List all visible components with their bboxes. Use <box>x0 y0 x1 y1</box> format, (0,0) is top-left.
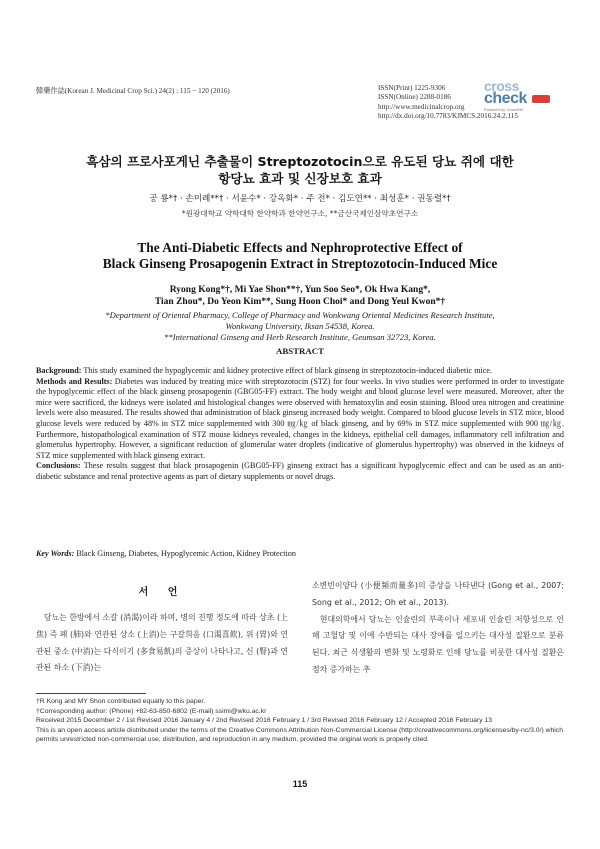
issn-print: ISSN(Print) 1225-9306 <box>378 84 446 92</box>
footnotes <box>36 697 564 745</box>
keywords-label: Key Words: <box>36 549 75 558</box>
korean-title-line1: 흑삼의 프로사포게닌 추출물이 Streptozotocin으로 유도된 당뇨 쥐에 대한 <box>86 154 514 169</box>
journal-url[interactable]: http://www.medicinalcrop.org <box>378 102 465 111</box>
crossmark-top-text: cross <box>484 78 519 94</box>
abstract-background: Background: This study examined the hypoglycemic and kidney protective effect of black ginseng in streptozotocin-induced diabetic mice. <box>36 366 493 375</box>
english-affiliation-line1: *Department of Oriental Pharmacy, College of Pharmacy and Wonkwang Oriental Medicines Research Institute, <box>105 310 495 320</box>
abstract-heading: ABSTRACT <box>276 346 324 356</box>
korean-affiliation: *원광대학교 약학대학 한약학과 한약연구소, **금산국제인삼약초연구소 <box>181 209 419 218</box>
keywords-text: Black Ginseng, Diabetes, Hypoglycemic Action, Kidney Protection <box>74 549 296 558</box>
doi-link[interactable]: http://dx.doi.org/10.7783/KJMCS.2016.24.2.115 <box>378 112 518 121</box>
footnote-divider <box>36 693 146 694</box>
footnote-license: This is an open access article distributed under the terms of the Creative Commons Attribution Non-Commercial License (http://creativecommons.org/licenses/by-nc/3.0/) which permits unrestricted non-commercial use, distribution, and reproduction in any medium, provided the original work is properly cited. <box>36 726 563 744</box>
footnote-received: Received 2015 December 2 / 1st Revised 2016 January 4 / 2nd Revised 2016 February 1 / 3rd Revised 2016 February 12 / Accepted 2016 February 13 <box>36 717 493 725</box>
crossmark-bottom-text: check <box>484 90 527 107</box>
body-right-paragraph-2: 현대의학에서 당뇨는 인슐린의 부족이나 세포내 인슐린 저항성으로 인해 고혈당 및 이에 수반되는 대사 장애를 일으키는 대사성 질환으로 분류된다. 최근 식생활의 변화 및 노령화로 인해 당뇨를 비롯한 대사성 질환은 점차 증가하는 추 <box>312 614 564 674</box>
crossmark-sub-text: Powered by CrossRef <box>484 107 523 112</box>
footnote-corresponding: †Corresponding author: (Phone) +82-63-850-6802 (E-mail) ssimi@wku.ac.kr <box>36 707 267 715</box>
journal-citation: 韓藥作誌(Korean J. Medicinal Crop Sci.) 24(2) : 115 − 120 (2016) <box>36 87 230 95</box>
korean-title-line2: 항당뇨 효과 및 신장보호 효과 <box>218 171 382 186</box>
english-title-line1: The Anti-Diabetic Effects and Nephroprotective Effect of <box>137 240 463 255</box>
english-title-line2: Black Ginseng Prosapogenin Extract in Streptozotocin-Induced Mice <box>102 256 498 271</box>
crossmark-logo[interactable] <box>484 78 554 112</box>
section-heading-introduction: 서 언 <box>138 587 186 598</box>
keywords <box>36 549 296 558</box>
footnote-equal-contribution: †R Kong and MY Shon contributed equally to this paper. <box>36 698 206 705</box>
crossmark-badge-icon <box>532 95 550 103</box>
english-affiliation-line3: **International Ginseng and Herb Research Institute, Geumsan 32723, Korea. <box>164 332 436 342</box>
body-right-column <box>312 578 564 679</box>
body-left-paragraph: 당뇨는 한방에서 소갈 (消渴)이라 하며, 병의 진행 정도에 따라 상초 (上焦) 즉 폐 (肺)와 연관된 상소 (上消)는 구갈희음 (口渴喜飮), 위 (胃)와 연관된 중소 (中消)는 다식이기 (多食易飢)의 증상이 나타나고, 신 (腎)과 연관된 하소 (下消)는 <box>36 613 288 673</box>
issn-online: ISSN(Online) 2288-0186 <box>378 93 451 102</box>
english-affiliation-line2: Wonkwang University, Iksan 54538, Korea. <box>225 321 375 331</box>
body-right-paragraph-1: 소변빈이양다 (小便頻而量多)의 증상을 나타낸다 (Gong et al., 2007; Song et al., 2012; Oh et al., 2013). <box>312 581 564 607</box>
english-authors-line1: Ryong Kong*†, Mi Yae Shon**†, Yun Soo Seo*, Ok Hwa Kang*, <box>169 285 431 295</box>
korean-authors: 공 룡*† · 손미례**† · 서윤수* · 강옥화* · 주 전* · 김도연** · 최성훈* · 권동렬*† <box>149 194 451 204</box>
abstract-methods: Methods and Results: Diabetes was induced by treating mice with streptozotocin (STZ) for four weeks. In vivo studies were performed in order to investigate the hypoglycemic effect of the black ginseng prosapogenin (GBG05-FF) extract. The body weight and blood glucose level were measured. Moreover, after the mice were sacrificed, the kidneys were isolated and histological changes were observed with hematoxylin and eosin staining. Blood urea nitrogen and creatinine levels were also measured. The results showed that administration of black ginseng increased body weight. Compared to blood glucose levels in STZ mice, blood glucose levels were reduced by 48% in STZ mice supplemented with 300 ㎎/㎏ of black ginseng, and by 69% in STZ mice supplemented with 900 ㎎/㎏. Furthermore, histopathological examination of STZ mouse kidneys revealed, changes in the kidneys, epithelial cell damages, inflammatory cell infiltration and glomerulus hypertrophy. However, a significant reduction of glomerular water droplets (indicative of glomerulus hypertrophy) was observed in the kidneys of STZ mice supplemented with black ginseng extract. <box>36 376 564 460</box>
abstract-body <box>36 366 564 483</box>
body-left-column <box>36 610 288 677</box>
english-authors-line2: Tian Zhou*, Do Yeon Kim**, Sung Hoon Choi* and Dong Yeul Kwon*† <box>154 297 446 307</box>
page-number: 115 <box>292 779 308 789</box>
abstract-conclusions: Conclusions: These results suggest that black prosapogenin (GBG05-FF) ginseng extract has a significant hypoglycemic effect and can be used as an anti-diabetic substance and renal protective agents as part of dietary supplements or novel drugs. <box>36 461 564 481</box>
